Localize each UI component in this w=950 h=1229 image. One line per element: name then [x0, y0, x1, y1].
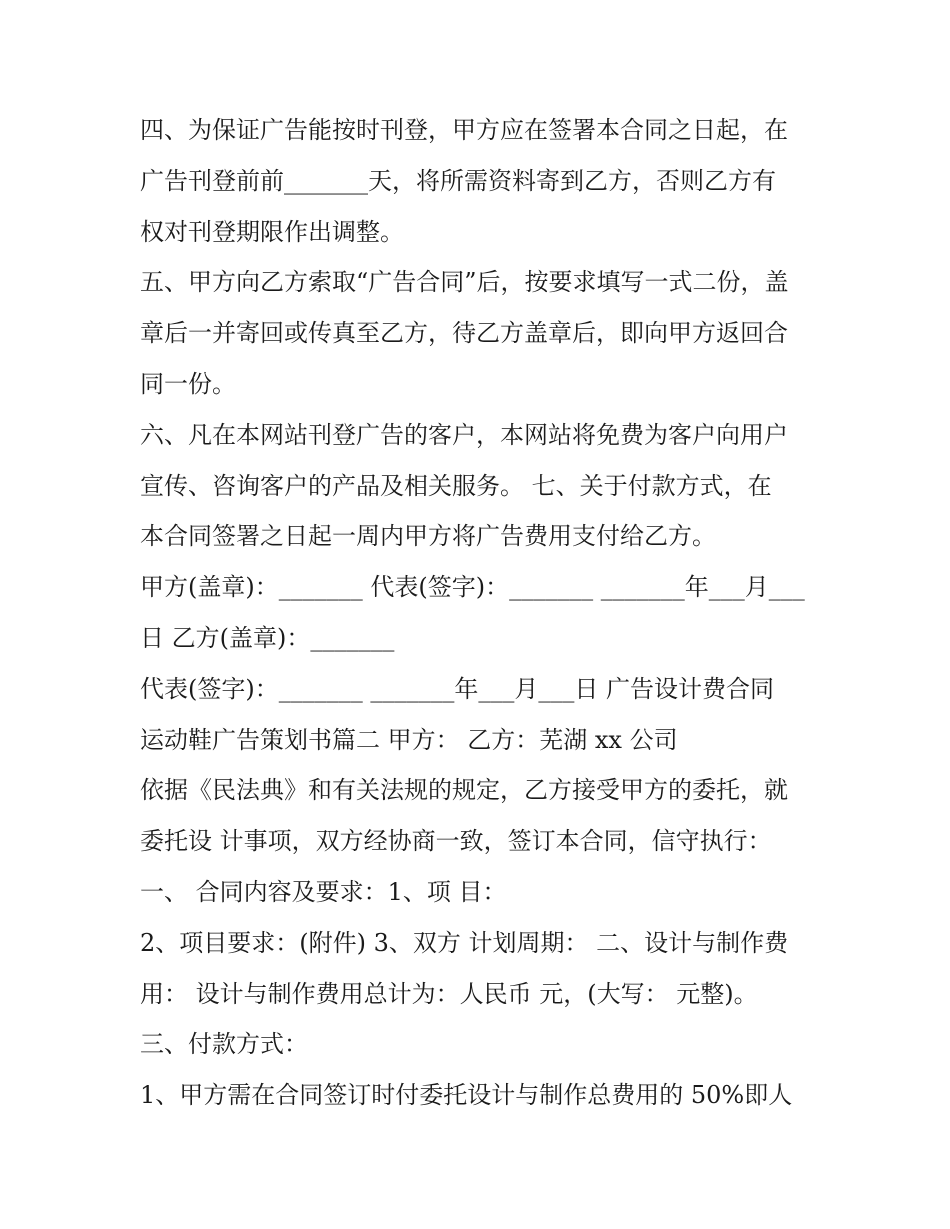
text-line: 一、 合同内容及要求：1、项 目： [140, 877, 507, 906]
text-line: 委托设 计事项，双方经协商一致，签订本合同，信守执行： [140, 827, 772, 856]
text-line: 四、为保证广告能按时刊登，甲方应在签署本合同之日起，在 [140, 116, 788, 144]
text-line: 1、甲方需在合同签订时付委托设计与制作总费用的 50%即人 [140, 1081, 793, 1110]
section-heading: 运动鞋广告策划书篇二 甲方： 乙方：芜湖 xx 公司 [140, 725, 678, 754]
text-line: 广告刊登前前_______天，将所需资料寄到乙方，否则乙方有 [140, 166, 776, 195]
text-line: 2、项目要求：(附件) 3、双方 计划周期： 二、设计与制作费 [140, 928, 789, 957]
signature-line: 代表(签字)：_______ _______年___月___日 广告设计费合同 [140, 674, 774, 703]
text-line: 本合同签署之日起一周内甲方将广告费用支付给乙方。 [140, 522, 716, 551]
text-line: 三、付款方式： [140, 1030, 308, 1059]
text-line: 章后一并寄回或传真至乙方，待乙方盖章后，即向甲方返回合 [140, 319, 788, 348]
text-line: 宣传、咨询客户的产品及相关服务。 七、关于付款方式，在 [140, 471, 772, 500]
signature-line: 甲方(盖章)：_______ 代表(签字)：_______ _______年___月___ [140, 573, 805, 602]
text-line: 权对刊登期限作出调整。 [140, 217, 404, 246]
signature-line: 日 乙方(盖章)：_______ [140, 623, 395, 652]
document-body [140, 105, 820, 1121]
text-line: 同一份。 [140, 369, 236, 398]
text-line: 依据《民法典》和有关法规的规定，乙方接受甲方的委托，就 [140, 776, 788, 805]
text-line: 用： 设计与制作费用总计为：人民币 元，(大写： 元整)。 [140, 979, 758, 1008]
text-line: 六、凡在本网站刊登广告的客户，本网站将免费为客户向用户 [140, 420, 788, 449]
text-line: 五、甲方向乙方索取“广告合同”后，按要求填写一式二份，盖 [140, 268, 789, 297]
